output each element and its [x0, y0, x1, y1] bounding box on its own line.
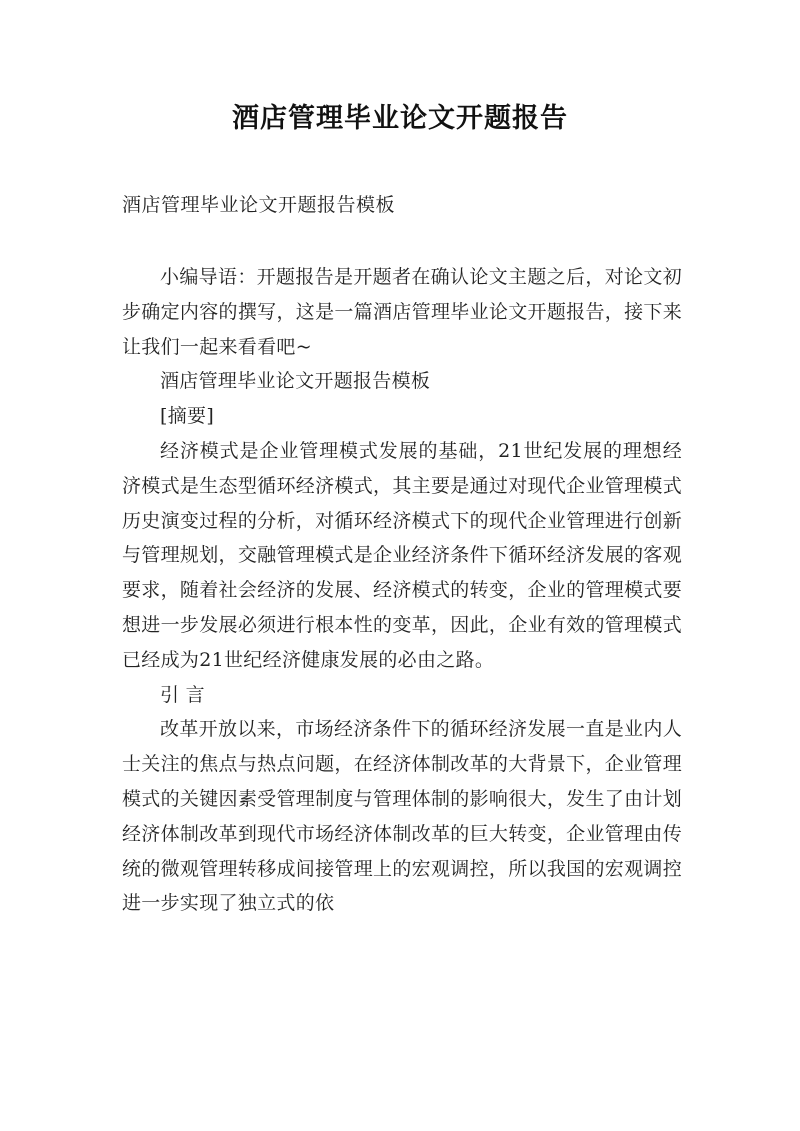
document-subtitle: 酒店管理毕业论文开题报告模板 — [122, 194, 396, 216]
document-body — [122, 260, 682, 921]
abstract-paragraph: 经济模式是企业管理模式发展的基础，21世纪发展的理想经济模式是生态型循环经济模式，其主要是通过对现代企业管理模式历史演变过程的分析，对循环经济模式下的现代企业管理进行创新与管理规划，交融管理模式是企业经济条件下循环经济发展的客观要求，随着社会经济的发展、经济模式的转变，企业的管理模式要想进一步发展必须进行根本性的变革，因此，企业有效的管理模式已经成为21世纪经济健康发展的必由之路。 — [122, 439, 682, 671]
introduction-heading: 引 言 — [160, 683, 205, 706]
introduction-paragraph: 改革开放以来，市场经济条件下的循环经济发展一直是业内人士关注的焦点与热点问题，在经济体制改革的大背景下，企业管理模式的关键因素受管理制度与管理体制的影响很大，发生了由计划经济体制改革到现代市场经济体制改革的巨大转变，企业管理由传统的微观管理转移成间接管理上的宏观调控，所以我国的宏观调控进一步实现了独立式的依 — [122, 718, 682, 915]
intro-paragraph: 小编导语：开题报告是开题者在确认论文主题之后，对论文初步确定内容的撰写，这是一篇酒店管理毕业论文开题报告，接下来让我们一起来看看吧~ — [122, 266, 682, 358]
document-title: 酒店管理毕业论文开题报告 — [232, 103, 568, 134]
abstract-heading: [摘要] — [160, 405, 215, 428]
template-heading: 酒店管理毕业论文开题报告模板 — [160, 370, 431, 393]
